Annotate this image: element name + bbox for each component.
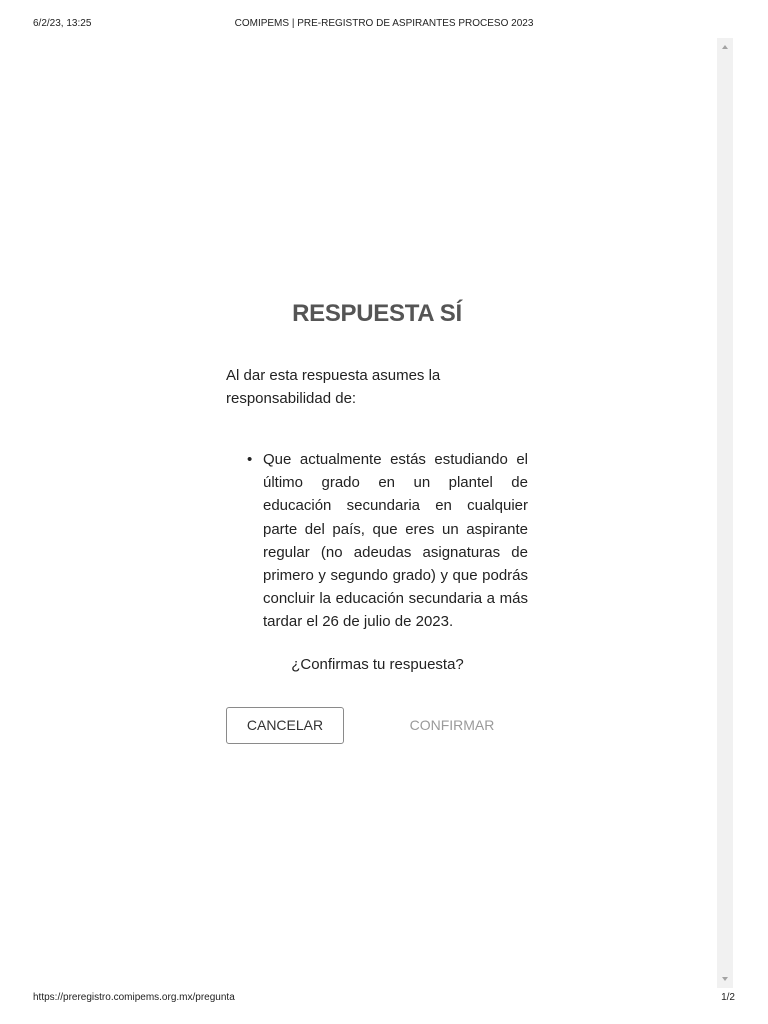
list-item [247,448,528,634]
conditions-list [226,448,528,634]
dialog-intro-text: Al dar esta respuesta asumes la responsabilidad de: [226,367,441,407]
dialog-title: RESPUESTA SÍ [292,300,462,327]
condition-text: Que actualmente estás estudiando el último grado en un plantel de educación secundaria en cualquier parte del país, que eres un aspirante regular (no adeudas asignaturas de primero y segundo grado) y que podrás concluir la educación secundaria a más tardar el 26 de julio de 2023. [263,451,528,631]
print-url: https://preregistro.comipems.org.mx/pregunta [33,992,235,1003]
print-page-number: 1/2 [721,992,735,1003]
confirm-question: ¿Confirmas tu respuesta? [291,655,464,673]
vertical-scrollbar[interactable] [717,38,733,988]
cancel-button[interactable]: CANCELAR [226,707,344,744]
bullet-icon: • [247,451,253,468]
confirm-button[interactable]: CONFIRMAR [396,707,508,744]
scroll-down-arrow-icon[interactable] [717,972,733,986]
print-datetime: 6/2/23, 13:25 [33,18,92,29]
confirmation-dialog [226,300,528,745]
print-header [0,18,768,32]
print-page-title: COMIPEMS | PRE-REGISTRO DE ASPIRANTES PROCESO 2023 [234,18,534,29]
print-footer [0,992,768,1006]
dialog-actions [226,707,528,745]
scroll-up-arrow-icon[interactable] [717,40,733,54]
